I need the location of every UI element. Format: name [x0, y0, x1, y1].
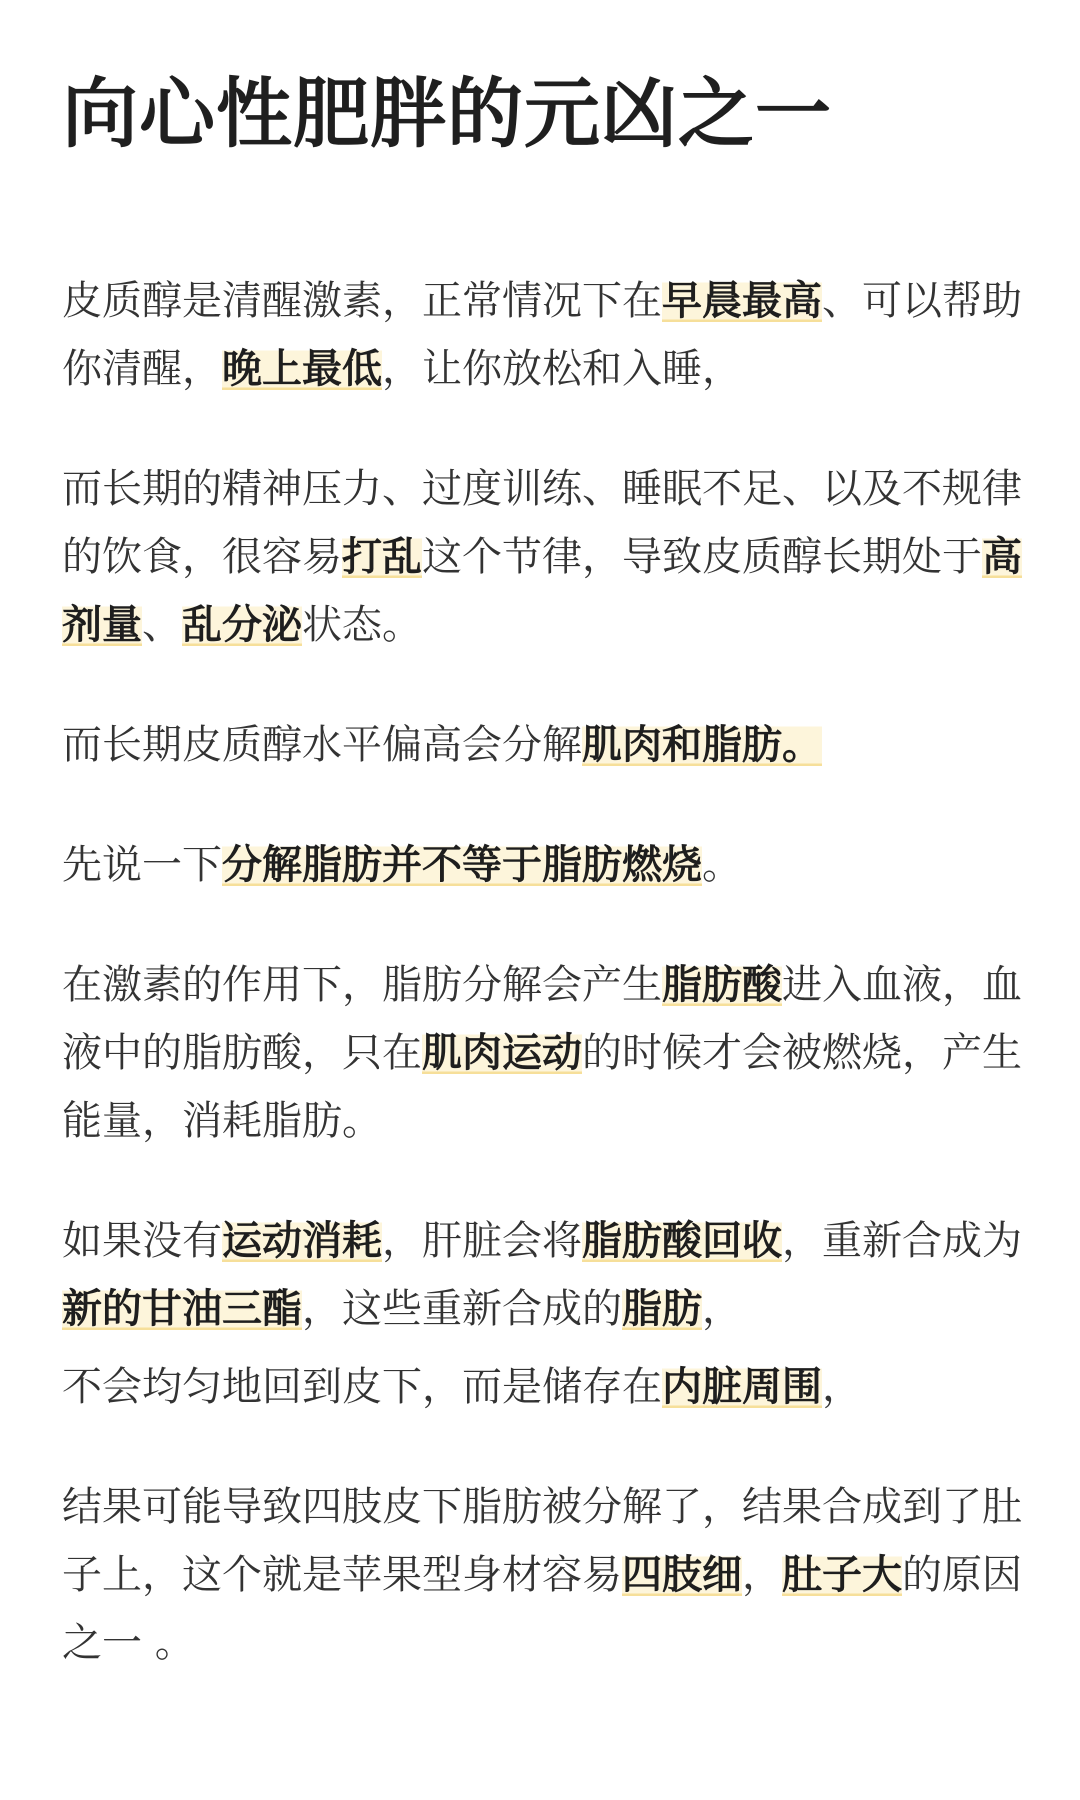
text-span: ，肝脏会将: [382, 1218, 582, 1265]
text-span: 而长期的精神压力、过度训练、睡眠不足、以及不规律的饮食，很容易: [62, 466, 1022, 581]
text-span: 在激素的作用下，脂肪分解会产生: [62, 962, 662, 1009]
text-span: ，: [702, 1286, 742, 1333]
text-span: ，重新合成为: [782, 1218, 1022, 1265]
text-span: 的时候才会被燃烧，产生能量，消耗脂肪。: [62, 1030, 1022, 1145]
text-span: 进入血液，血液中的脂肪酸，只在: [62, 962, 1022, 1077]
text-span: 而长期皮质醇水平偏高会分解: [62, 722, 582, 769]
text-span: ，: [742, 1552, 782, 1599]
paragraph-7: [62, 1353, 1022, 1421]
highlighted-text: 乱分泌: [182, 601, 302, 649]
highlighted-text: 内脏周围: [662, 1363, 822, 1411]
paragraph-2: [62, 455, 1022, 659]
text-span: 的原因之一 。: [62, 1552, 1022, 1667]
text-span: 皮质醇是清醒激素，正常情况下在: [62, 278, 662, 325]
text-span: 。: [702, 842, 742, 889]
text-span: 、: [142, 602, 182, 649]
text-span: ，: [822, 1364, 862, 1411]
paragraph-6: [62, 1207, 1022, 1343]
highlighted-text: 肌肉和脂肪。: [582, 721, 822, 769]
highlighted-text: 脂肪: [622, 1285, 702, 1333]
highlighted-text: 脂肪酸回收: [582, 1217, 782, 1265]
text-span: ，这些重新合成的: [302, 1286, 622, 1333]
text-span: 先说一下: [62, 842, 222, 889]
paragraph-3: [62, 711, 1022, 779]
article-title: 向心性肥胖的元凶之一: [62, 69, 832, 158]
text-span: 、可以帮助你清醒，: [62, 278, 1022, 393]
paragraph-1: [62, 267, 1022, 403]
paragraph-4: [62, 831, 1022, 899]
highlighted-text: 四肢细: [622, 1551, 742, 1599]
text-span: 不会均匀地回到皮下，而是储存在: [62, 1364, 662, 1411]
highlighted-text: 肚子大: [782, 1551, 902, 1599]
text-span: 如果没有: [62, 1218, 222, 1265]
highlighted-text: 运动消耗: [222, 1217, 382, 1265]
highlighted-text: 高剂量: [62, 533, 1022, 649]
highlighted-text: 晚上最低: [222, 345, 382, 393]
highlighted-text: 新的甘油三酯: [62, 1285, 302, 1333]
text-span: 这个节律，导致皮质醇长期处于: [422, 534, 982, 581]
paragraph-8: [62, 1473, 1022, 1677]
text-span: ，让你放松和入睡，: [382, 346, 742, 393]
text-span: 状态。: [302, 602, 422, 649]
highlighted-text: 打乱: [342, 533, 422, 581]
text-span: 结果可能导致四肢皮下脂肪被分解了，结果合成到了肚子上，这个就是苹果型身材容易: [62, 1484, 1022, 1599]
highlighted-text: 肌肉运动: [422, 1029, 582, 1077]
highlighted-text: 脂肪酸: [662, 961, 782, 1009]
article: [62, 68, 1022, 1677]
paragraph-5: [62, 951, 1022, 1155]
highlighted-text: 分解脂肪并不等于脂肪燃烧: [222, 841, 702, 889]
highlighted-text: 早晨最高: [662, 277, 822, 325]
